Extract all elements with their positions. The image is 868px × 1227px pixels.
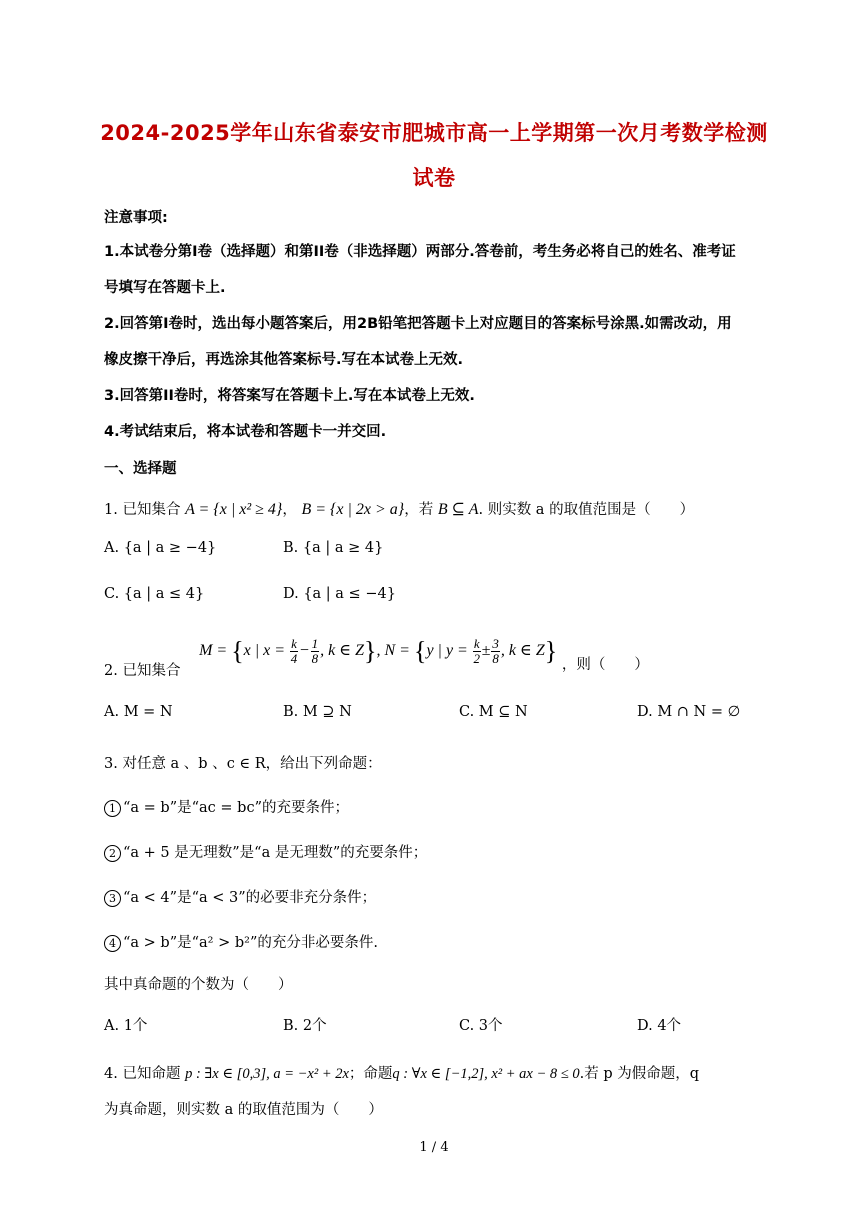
q1-set-a: A = {x | x² ≥ 4} [185, 501, 283, 518]
q3-item-2 [104, 841, 427, 862]
q2-option-b: B. M ⊇ N [283, 704, 352, 720]
notice-2a: 2.回答第I卷时，选出每小题答案后，用2B铅笔把答题卡上对应题目的答案标号涂黑.如需改动，用 [104, 316, 732, 332]
q3-item-3 [104, 886, 376, 907]
q3-item-4 [104, 931, 378, 952]
q4-line-2: 为真命题，则实数 a 的取值范围为（ ） [104, 1102, 383, 1118]
notice-1b: 号填写在答题卡上. [104, 280, 226, 296]
q1-cond: B ⊆ A [437, 501, 479, 518]
circled-3-icon: 3 [104, 890, 121, 907]
section-heading: 一、选择题 [104, 461, 177, 477]
circled-1-icon: 1 [104, 800, 121, 817]
notice-1a: 1.本试卷分第I卷（选择题）和第II卷（非选择题）两部分.答卷前，考生务必将自己的姓名、准考证 [104, 244, 736, 260]
q3-option-b: B. 2个 [283, 1018, 327, 1034]
notice-3: 3.回答第II卷时，将答案写在答题卡上.写在本试卷上无效. [104, 388, 475, 404]
circled-2-icon: 2 [104, 845, 121, 862]
q2-option-a: A. M = N [104, 704, 173, 720]
q3-tail: 其中真命题的个数为（ ） [104, 977, 293, 993]
question-1: 1. 已知集合 A = {x | x² ≥ 4}， B = {x | 2x > a}，若 B ⊆ A. 则实数 a 的取值范围是（ ） [104, 501, 695, 518]
q1-option-d: D. {a | a ≤ −4} [283, 586, 396, 602]
q2-option-d: D. M ∩ N = ∅ [637, 704, 741, 720]
q2-option-c: C. M ⊆ N [459, 704, 528, 720]
question-2 [104, 635, 649, 679]
q2-set-m: M = {x | x = $\frac{k}{4}$ − $\frac{1}{8}$ , k ∈ Z}, N = {y | y = $\frac{k}{2}$ ± $\frac{3}{8}$ , k ∈ Z} [199, 635, 558, 666]
question-4 [104, 1062, 699, 1083]
notice-2b: 橡皮擦干净后，再选涂其他答案标号.写在本试卷上无效. [104, 352, 464, 368]
q1-prefix: 1. 已知集合 [104, 502, 181, 518]
q3-item-2-text: “a + 5 是无理数”是“a 是无理数”的充要条件； [123, 845, 428, 861]
q3-stem: 3. 对任意 a 、b 、c ∈ R，给出下列命题： [104, 756, 382, 772]
q1-option-a: A. {a | a ≥ −4} [104, 540, 217, 556]
q4-prop-p: p : ∃x ∈ [0,3], a = −x² + 2x [185, 1066, 349, 1082]
q1-cond-pre: ，若 [404, 502, 434, 518]
q1-option-b: B. {a | a ≥ 4} [283, 540, 384, 556]
q3-option-a: A. 1个 [104, 1018, 148, 1034]
q4-mid: ；命题 [348, 1066, 393, 1082]
q3-option-d: D. 4个 [637, 1018, 682, 1034]
title-line-2: 试卷 [412, 166, 456, 190]
title-line-1: 2024-2025学年山东省泰安市肥城市高一上学期第一次月考数学检测 [100, 121, 768, 145]
q2-prefix: 2. 已知集合 [104, 662, 181, 679]
circled-4-icon: 4 [104, 935, 121, 952]
q3-item-1 [104, 796, 349, 817]
notice-4: 4.考试结束后，将本试卷和答题卡一并交回. [104, 424, 387, 440]
q1-set-b: B = {x | 2x > a} [301, 501, 405, 518]
q4-prop-q: q : ∀x ∈ [−1,2], x² + ax − 8 ≤ 0 [392, 1066, 580, 1082]
q2-suffix: ，则（ ） [561, 656, 649, 673]
q3-item-4-text: “a > b”是“a² > b²”的充分非必要条件. [123, 935, 378, 951]
q1-option-c: C. {a | a ≤ 4} [104, 586, 205, 602]
q1-suffix: . 则实数 a 的取值范围是（ ） [478, 502, 695, 518]
page-number: 1 / 4 [419, 1140, 449, 1155]
q3-item-1-text: “a = b”是“ac = bc”的充要条件； [123, 800, 349, 816]
q3-option-c: C. 3个 [459, 1018, 503, 1034]
notice-heading: 注意事项: [104, 210, 168, 226]
q3-item-3-text: “a < 4”是“a < 3”的必要非充分条件； [123, 890, 377, 906]
q4-prefix: 4. 已知命题 [104, 1066, 181, 1082]
q4-post: .若 p 为假命题，q [579, 1066, 700, 1082]
